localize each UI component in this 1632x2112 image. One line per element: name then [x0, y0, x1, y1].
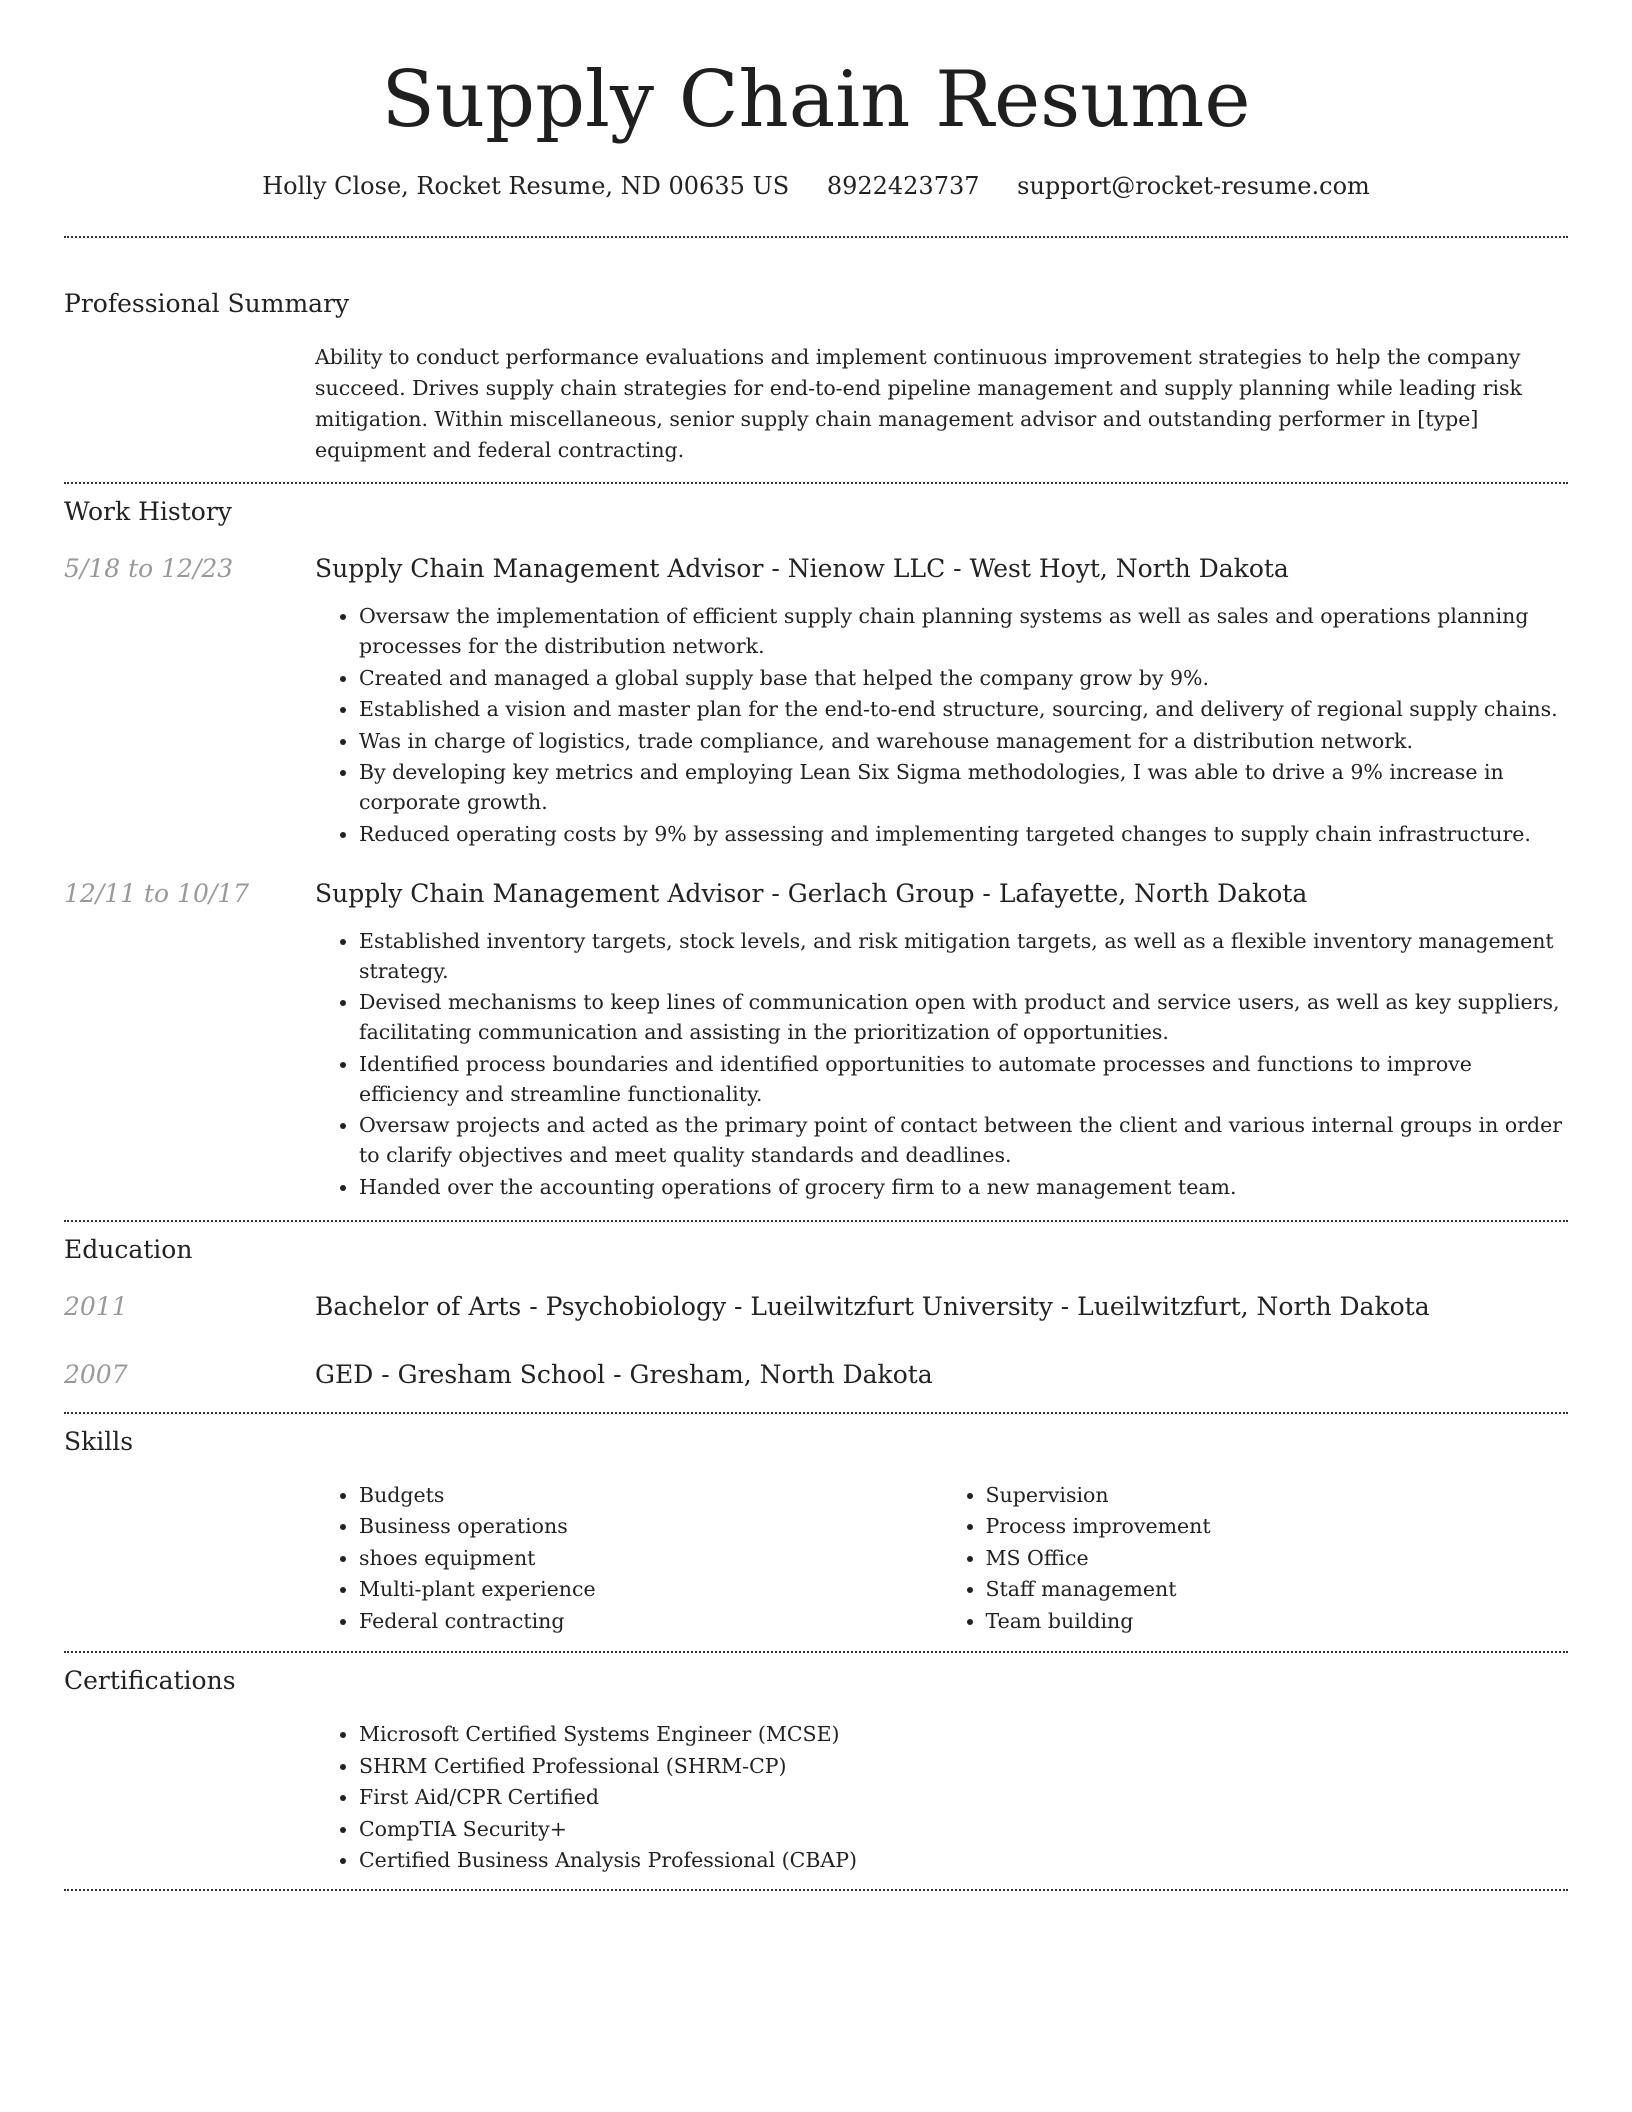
resume-title: Supply Chain Resume	[381, 55, 1251, 145]
list-item: • SHRM Certified Professional (SHRM-CP)	[359, 1751, 1568, 1781]
education-year: 2007	[64, 1359, 128, 1389]
skills-list-right	[942, 1480, 1569, 1638]
list-item: • Team building	[986, 1606, 1569, 1636]
skills-list-left	[315, 1480, 942, 1638]
list-item: • Supervision	[986, 1480, 1569, 1510]
list-item: • Certified Business Analysis Professional (CBAP)	[359, 1845, 1568, 1875]
education-year: 2011	[64, 1291, 128, 1321]
job-entry	[64, 878, 1568, 1202]
list-item: • shoes equipment	[359, 1543, 942, 1573]
section-divider	[64, 1889, 1568, 1891]
list-item: • Established inventory targets, stock levels, and risk mitigation targets, as well as a flexible inventory management strategy.	[359, 926, 1568, 986]
contact-email: support@rocket-resume.com	[1017, 172, 1370, 200]
list-item: • Business operations	[359, 1511, 942, 1541]
summary-text: Ability to conduct performance evaluations and implement continuous improvement strategies to help the company succeed. Drives supply chain strategies for end-to-end pipeline management and supply planning while leading risk mitigation. Within miscellaneous, senior supply chain management advisor and outstanding performer in [type] equipment and federal contracting.	[315, 345, 1522, 462]
resume-header	[64, 0, 1568, 202]
education-heading: Education	[64, 1234, 193, 1264]
summary-section	[64, 238, 1568, 466]
education-entry	[64, 1359, 1568, 1391]
certifications-section	[64, 1653, 1568, 1875]
list-item: • First Aid/CPR Certified	[359, 1782, 1568, 1812]
job-dates: 12/11 to 10/17	[64, 878, 250, 908]
list-item: • Oversaw projects and acted as the primary point of contact between the client and various internal groups in order to clarify objectives and meet quality standards and deadlines.	[359, 1110, 1568, 1170]
list-item: • By developing key metrics and employing Lean Six Sigma methodologies, I was able to drive a 9% increase in corporate growth.	[359, 757, 1568, 817]
list-item: • Multi-plant experience	[359, 1574, 942, 1604]
list-item: • Reduced operating costs by 9% by assessing and implementing targeted changes to supply chain infrastructure.	[359, 819, 1568, 849]
work-history-heading: Work History	[64, 497, 232, 526]
list-item: • Established a vision and master plan for the end-to-end structure, sourcing, and delivery of regional supply chains.	[359, 694, 1568, 724]
contact-phone: 8922423737	[826, 172, 980, 200]
certifications-heading: Certifications	[64, 1666, 236, 1695]
list-item: • Handed over the accounting operations of grocery firm to a new management team.	[359, 1172, 1568, 1202]
job-title: Supply Chain Management Advisor - Gerlach Group - Lafayette, North Dakota	[315, 878, 1308, 908]
list-item: • Staff management	[986, 1574, 1569, 1604]
job-bullets	[315, 926, 1568, 1202]
list-item: • Created and managed a global supply base that helped the company grow by 9%.	[359, 663, 1568, 693]
list-item: • Microsoft Certified Systems Engineer (MCSE)	[359, 1719, 1568, 1749]
certifications-list	[315, 1719, 1568, 1875]
list-item: • CompTIA Security+	[359, 1814, 1568, 1844]
list-item: • Budgets	[359, 1480, 942, 1510]
contact-line	[64, 170, 1568, 202]
work-history-section	[64, 484, 1568, 1202]
list-item: • Process improvement	[986, 1511, 1569, 1541]
education-section	[64, 1222, 1568, 1391]
education-entry	[64, 1291, 1568, 1323]
job-title: Supply Chain Management Advisor - Nienow LLC - West Hoyt, North Dakota	[315, 554, 1289, 583]
skills-heading: Skills	[64, 1426, 134, 1456]
skills-section	[64, 1414, 1568, 1638]
list-item: • MS Office	[986, 1543, 1569, 1573]
list-item: • Devised mechanisms to keep lines of communication open with product and service users, as well as key suppliers, facilitating communication and assisting in the prioritization of opportunities.	[359, 987, 1568, 1047]
summary-heading: Professional Summary	[64, 289, 350, 318]
job-dates: 5/18 to 12/23	[64, 554, 234, 583]
contact-address: Holly Close, Rocket Resume, ND 00635 US	[262, 172, 790, 200]
education-degree: GED - Gresham School - Gresham, North Dakota	[315, 1359, 933, 1389]
job-bullets	[315, 601, 1568, 849]
list-item: • Was in charge of logistics, trade compliance, and warehouse management for a distribution network.	[359, 726, 1568, 756]
education-degree: Bachelor of Arts - Psychobiology - Lueilwitzfurt University - Lueilwitzfurt, North Dakota	[315, 1291, 1430, 1321]
job-entry	[64, 553, 1568, 849]
list-item: • Oversaw the implementation of efficient supply chain planning systems as well as sales and operations planning processes for the distribution network.	[359, 601, 1568, 661]
list-item: • Identified process boundaries and identified opportunities to automate processes and functions to improve efficiency and streamline functionality.	[359, 1049, 1568, 1109]
list-item: • Federal contracting	[359, 1606, 942, 1636]
